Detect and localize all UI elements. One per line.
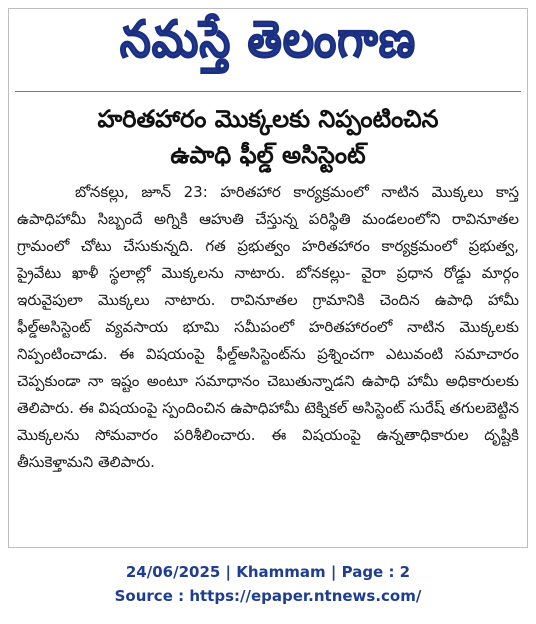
footer-source: Source : https://epaper.ntnews.com/ [114,587,422,605]
masthead-title: నమస్తే తెలంగాణ [119,10,417,69]
source-footer [0,560,536,608]
headline-line-2: ఉపాధి ఫీల్డ్ అసిస్టెంట్ [170,141,366,169]
clipping-cut-edge [9,533,527,547]
article-body [17,179,519,476]
article-headline [9,101,527,173]
newspaper-masthead [9,9,527,83]
divider [15,91,521,92]
footer-date-page: 24/06/2025 | Khammam | Page : 2 [125,563,411,581]
newspaper-clipping [8,8,528,548]
article-body-text: బోనకల్లు, జూన్ 23: హరితహార కార్యక్రమంలో నాటిన మొక్కలు కాస్త ఉపాధిహామీ సిబ్బందే అగ్నికి ఆహుతి చేస్తున్న పరిస్థితి మండలంలోని రావినూతల గ్రామంలో చోటు చేసుకున్నది. గత ప్రభుత్వం హరితహారం కార్యక్రమంలో ప్రభుత్వ, ప్రైవేటు ఖాళీ స్థలాల్లో మొక్కలను నాటారు. బోనకల్లు- వైరా ప్రధాన రోడ్డు మార్గం ఇరువైపులా మొక్కలు నాటారు. రావినూతల గ్రామానికి చెందిన ఉపాధి హామీ ఫీల్డ్‌అసిస్టెంట్ వ్యవసాయ భూమి సమీపంలో హరితహారంలో నాటిన మొక్కలకు నిప్పంటించాడు. ఈ విషయంపై ఫీల్డ్‌అసిస్టెంట్‌ను ప్రశ్నించగా ఎటువంటి సమాచారం చెప్పకుండా నా ఇష్టం అంటూ సమాధానం చెబుతున్నాడని ఉపాధి హామీ అధికారులకు తెలిపారు. ఈ విషయంపై స్పందించిన ఉపాధిహామీ టెక్నికల్ అసిస్టెంట్ సురేష్ తగులబెట్టిన మొక్కలను సోమవారం పరిశీలించారు. ఈ విషయంపై ఉన్నతాధికారుల దృష్టికి తీసుకెళ్తామని తెలిపారు. [17,183,519,471]
headline-line-1: హరితహారం మొక్కలకు నిప్పంటించిన [97,105,439,133]
